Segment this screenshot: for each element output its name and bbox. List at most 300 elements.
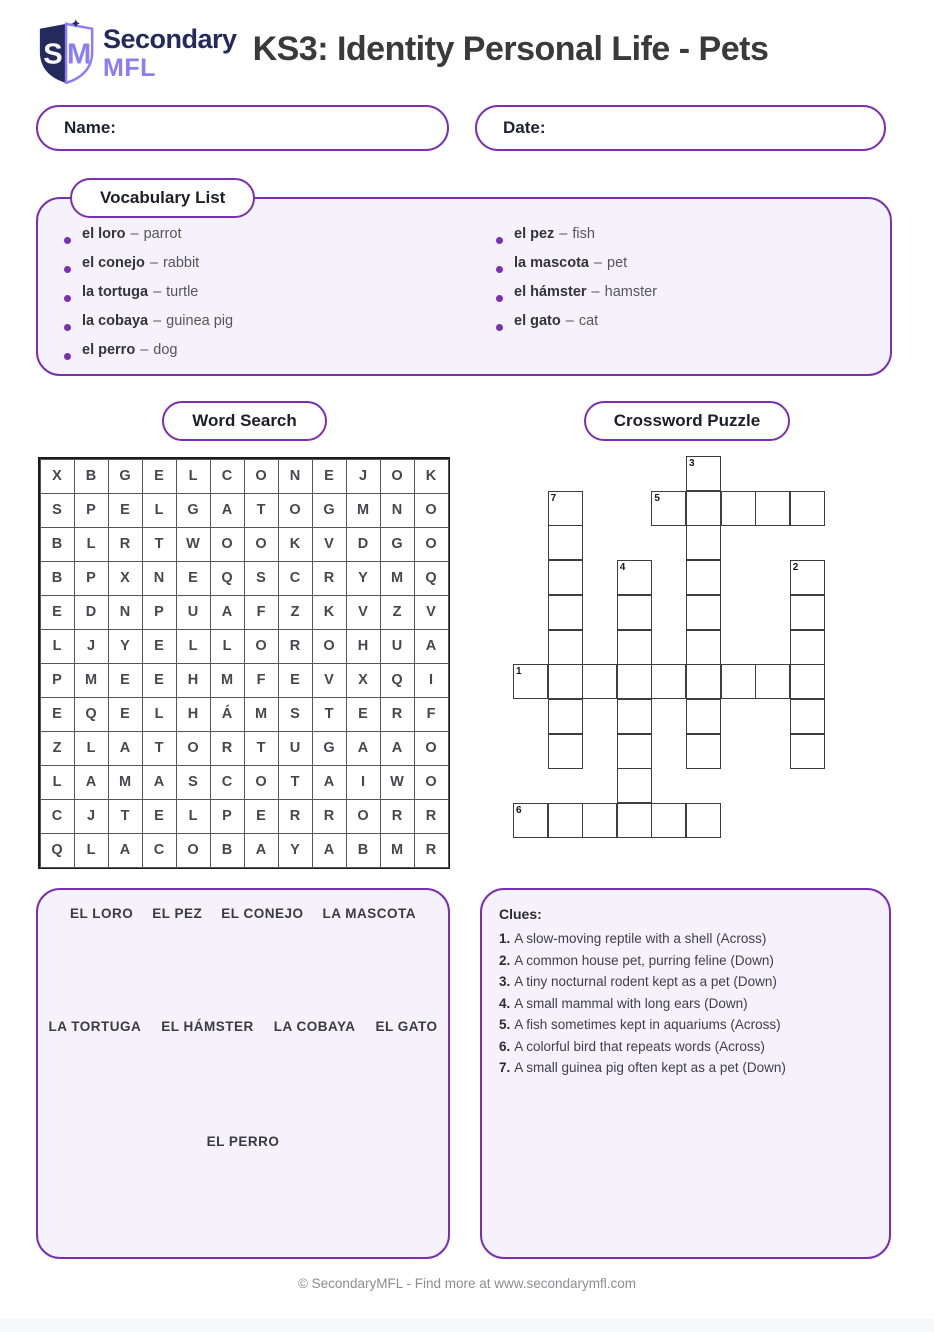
word-bank-item: LA MASCOTA [322, 906, 417, 921]
clue-number: 7. [499, 1060, 511, 1075]
wordsearch-cell: T [278, 765, 313, 800]
wordsearch-cell: Q [414, 561, 449, 596]
word-search-heading: Word Search [162, 401, 327, 441]
wordsearch-cell: U [380, 629, 415, 664]
wordsearch-cell: L [210, 629, 245, 664]
vocabulary-section [36, 188, 892, 376]
wordsearch-cell: H [176, 663, 211, 698]
word-bank-item: EL GATO [375, 1019, 438, 1034]
crossword-cell [790, 630, 825, 665]
vocab-translation: rabbit [162, 255, 200, 271]
wordsearch-cell: U [278, 731, 313, 766]
name-date-row [36, 105, 934, 151]
wordsearch-cell: E [108, 697, 143, 732]
wordsearch-cell: E [142, 799, 177, 834]
wordsearch-cell: E [278, 663, 313, 698]
clue-item [499, 1057, 889, 1079]
wordsearch-cell: R [312, 561, 347, 596]
vocab-separator: – [149, 255, 158, 271]
crossword-cell [548, 699, 583, 734]
wordsearch-cell: V [414, 595, 449, 630]
word-bank-item: EL PEZ [152, 906, 203, 921]
vocabulary-item [496, 226, 657, 255]
wordsearch-cell: A [108, 731, 143, 766]
crossword-cell [548, 560, 583, 595]
clue-item [499, 971, 889, 993]
clues-list [499, 928, 889, 1079]
word-bank-row [38, 906, 448, 921]
wordsearch-cell: R [312, 799, 347, 834]
date-field [475, 105, 886, 151]
wordsearch-cell: M [108, 765, 143, 800]
wordsearch-cell: O [244, 629, 279, 664]
wordsearch-cell: J [346, 459, 381, 494]
wordsearch-cell: R [414, 799, 449, 834]
crossword-cell [651, 491, 686, 526]
crossword-cell [617, 664, 652, 699]
wordsearch-cell: D [74, 595, 109, 630]
wordsearch-cell: I [346, 765, 381, 800]
clue-number: 1. [499, 931, 511, 946]
wordsearch-cell: T [312, 697, 347, 732]
vocabulary-columns [38, 199, 890, 371]
vocab-term: el hámster [514, 284, 587, 300]
wordsearch-cell: P [210, 799, 245, 834]
secondarymfl-logo [36, 18, 237, 84]
crossword-cell [686, 595, 721, 630]
wordsearch-cell: C [210, 765, 245, 800]
wordsearch-cell: V [312, 663, 347, 698]
vocab-translation: pet [607, 255, 628, 271]
vocab-term: la mascota [514, 255, 589, 271]
word-bank-item: EL PERRO [206, 1134, 280, 1149]
wordsearch-cell: L [176, 629, 211, 664]
wordsearch-cell: I [414, 663, 449, 698]
wordsearch-cell: L [74, 527, 109, 562]
crossword-cell [617, 560, 652, 595]
wordsearch-cell: O [278, 493, 313, 528]
crossword-cell [548, 491, 583, 526]
crossword-clue-number: 6 [516, 805, 522, 816]
crossword-cell [548, 630, 583, 665]
clue-item [499, 950, 889, 972]
wordsearch-cell: T [244, 493, 279, 528]
wordsearch-cell: B [40, 561, 75, 596]
wordsearch-cell: A [244, 833, 279, 868]
crossword-cell [755, 491, 790, 526]
word-search-grid [40, 459, 448, 867]
wordsearch-cell: T [108, 799, 143, 834]
wordsearch-cell: G [380, 527, 415, 562]
wordsearch-cell: A [142, 765, 177, 800]
wordsearch-cell: L [142, 493, 177, 528]
logo-letter-s: S [43, 38, 63, 71]
clues-content [482, 890, 889, 1079]
crossword-clue-number: 4 [619, 562, 626, 574]
wordsearch-cell: J [74, 799, 109, 834]
vocab-term: la tortuga [82, 284, 149, 300]
shield-logo-icon [36, 18, 98, 84]
crossword-cell [686, 560, 721, 595]
vocab-translation: turtle [166, 284, 199, 300]
wordsearch-cell: E [142, 629, 177, 664]
wordsearch-cell: C [278, 561, 313, 596]
wordsearch-cell: R [380, 799, 415, 834]
wordsearch-cell: W [380, 765, 415, 800]
wordsearch-cell: M [380, 833, 415, 868]
wordsearch-cell: O [176, 731, 211, 766]
wordsearch-cell: L [74, 833, 109, 868]
crossword-cell [617, 803, 652, 838]
word-bank-row [38, 1019, 448, 1034]
wordsearch-cell: E [108, 663, 143, 698]
wordsearch-cell: O [244, 527, 279, 562]
wordsearch-cell: T [142, 731, 177, 766]
wordsearch-cell: L [142, 697, 177, 732]
crossword-cell [686, 630, 721, 665]
crossword-cell [548, 595, 583, 630]
crossword-clue-number: 2 [792, 562, 799, 574]
wordsearch-cell: O [244, 459, 279, 494]
word-bank-item: EL LORO [69, 906, 134, 921]
clue-text: A tiny nocturnal rodent kept as a pet (Down) [514, 974, 777, 989]
crossword-cell [755, 664, 790, 699]
wordsearch-cell: A [346, 731, 381, 766]
wordsearch-cell: P [74, 561, 109, 596]
wordsearch-cell: M [74, 663, 109, 698]
wordsearch-cell: W [176, 527, 211, 562]
wordsearch-cell: V [346, 595, 381, 630]
footer-credit: © SecondaryMFL - Find more at www.secondarymfl.com [297, 1276, 637, 1291]
vocab-separator: – [565, 313, 574, 329]
wordsearch-cell: L [40, 765, 75, 800]
bullet-icon [496, 324, 503, 331]
wordsearch-cell: G [312, 731, 347, 766]
vocab-term: el gato [514, 313, 561, 329]
wordsearch-cell: B [210, 833, 245, 868]
clue-number: 3. [499, 974, 511, 989]
vocabulary-item [496, 313, 657, 342]
clue-item [499, 928, 889, 950]
crossword-heading-holder [481, 401, 893, 441]
clue-number: 2. [499, 952, 511, 968]
wordsearch-cell: Q [380, 663, 415, 698]
clue-item [499, 1014, 889, 1036]
word-bank-item: EL CONEJO [221, 906, 304, 921]
wordsearch-cell: E [142, 663, 177, 698]
bullet-icon [496, 295, 503, 302]
wordsearch-cell: A [210, 493, 245, 528]
wordsearch-cell: H [346, 629, 381, 664]
vocab-translation: cat [578, 313, 599, 329]
crossword-cell [548, 664, 583, 699]
wordsearch-cell: E [40, 697, 75, 732]
vocab-separator: – [593, 255, 603, 271]
crossword-cell [721, 491, 756, 526]
vocab-translation: dog [153, 342, 178, 358]
wordsearch-cell: G [312, 493, 347, 528]
name-field [36, 105, 449, 151]
wordsearch-cell: Y [346, 561, 381, 596]
vocabulary-column [64, 226, 496, 371]
wordsearch-cell: P [74, 493, 109, 528]
wordsearch-cell: R [414, 833, 449, 868]
wordsearch-cell: X [40, 459, 75, 494]
vocab-translation: fish [572, 226, 595, 242]
crossword-cell [686, 491, 721, 526]
wordsearch-cell: F [244, 595, 279, 630]
clue-item [499, 1036, 889, 1058]
vocab-term: el loro [82, 226, 126, 242]
wordsearch-cell: F [244, 663, 279, 698]
word-bank-item: LA TORTUGA [48, 1019, 142, 1034]
vocab-separator: – [153, 313, 162, 329]
clues-box [480, 888, 891, 1259]
wordsearch-cell: O [414, 731, 449, 766]
wordsearch-cell: Q [210, 561, 245, 596]
wordsearch-cell: E [40, 595, 75, 630]
wordsearch-cell: Y [278, 833, 313, 868]
wordsearch-cell: B [346, 833, 381, 868]
wordsearch-cell: T [142, 527, 177, 562]
wordsearch-cell: O [312, 629, 347, 664]
bullet-icon [64, 324, 71, 331]
wordsearch-cell: M [210, 663, 245, 698]
wordsearch-cell: F [414, 697, 449, 732]
word-search-grid-border [38, 457, 450, 869]
wordsearch-cell: M [244, 697, 279, 732]
wordsearch-cell: K [312, 595, 347, 630]
vocab-separator: – [153, 284, 162, 300]
wordsearch-cell: L [176, 459, 211, 494]
wordsearch-cell: J [74, 629, 109, 664]
name-label: Name: [64, 118, 116, 137]
wordsearch-cell: S [278, 697, 313, 732]
wordsearch-cell: E [346, 697, 381, 732]
wordsearch-cell: Á [210, 697, 245, 732]
wordsearch-cell: Z [40, 731, 75, 766]
date-label: Date: [503, 118, 546, 137]
wordsearch-cell: A [312, 765, 347, 800]
wordsearch-cell: O [244, 765, 279, 800]
vocab-term: el perro [82, 342, 136, 358]
wordsearch-cell: K [414, 459, 449, 494]
crossword-cell [686, 734, 721, 769]
vocabulary-item [496, 284, 657, 313]
wordsearch-cell: L [74, 731, 109, 766]
crossword-cell [686, 456, 721, 491]
crossword-cell [790, 595, 825, 630]
wordsearch-cell: O [380, 459, 415, 494]
crossword-heading: Crossword Puzzle [584, 401, 790, 441]
word-bank-box [36, 888, 450, 1259]
clue-text: A small mammal with long ears (Down) [514, 995, 748, 1011]
wordsearch-cell: Q [40, 833, 75, 868]
crossword-cell [686, 664, 721, 699]
crossword-cell [617, 734, 652, 769]
wordsearch-cell: Z [380, 595, 415, 630]
wordsearch-cell: A [414, 629, 449, 664]
wordsearch-cell: V [312, 527, 347, 562]
crossword-clue-number: 3 [689, 458, 695, 469]
crossword-cell [790, 491, 825, 526]
bottom-row [0, 888, 934, 1259]
wordsearch-cell: X [346, 663, 381, 698]
crossword-cell [513, 664, 548, 699]
wordsearch-cell: O [346, 799, 381, 834]
wordsearch-cell: N [108, 595, 143, 630]
crossword-clue-number: 1 [516, 666, 522, 678]
vocabulary-list-heading: Vocabulary List [70, 178, 255, 218]
clue-item [499, 993, 889, 1015]
vocab-translation: hamster [604, 284, 658, 300]
wordsearch-cell: A [108, 833, 143, 868]
crossword-cell [686, 525, 721, 560]
word-bank-item: EL HÁMSTER [161, 1019, 254, 1034]
vocab-term: la cobaya [82, 313, 149, 329]
vocabulary-item [64, 313, 496, 342]
wordsearch-cell: R [278, 799, 313, 834]
page-title: KS3: Identity Personal Life - Pets [252, 30, 769, 68]
wordsearch-cell: C [40, 799, 75, 834]
crossword-cell [513, 803, 548, 838]
wordsearch-cell: C [142, 833, 177, 868]
header [0, 0, 934, 84]
crossword-cell [582, 803, 617, 838]
word-bank-item: LA COBAYA [273, 1019, 356, 1034]
vocabulary-item [64, 284, 496, 313]
logo-wordmark [103, 26, 237, 81]
logo-text-secondary: Secondary [103, 24, 237, 54]
logo-letter-m: M [67, 38, 92, 71]
crossword-cell [651, 664, 686, 699]
bullet-icon [64, 237, 71, 244]
clue-number: 5. [499, 1017, 511, 1032]
bullet-icon [496, 237, 503, 244]
wordsearch-cell: O [414, 527, 449, 562]
crossword-clue-number: 7 [550, 492, 557, 504]
crossword-cell [790, 664, 825, 699]
wordsearch-cell: R [108, 527, 143, 562]
wordsearch-cell: X [108, 561, 143, 596]
crossword-cell [548, 734, 583, 769]
wordsearch-cell: M [380, 561, 415, 596]
wordsearch-cell: N [278, 459, 313, 494]
clue-text: A colorful bird that repeats words (Across) [514, 1038, 765, 1054]
crossword-cell [617, 595, 652, 630]
wordsearch-cell: S [40, 493, 75, 528]
bottom-texture-strip [0, 1319, 934, 1332]
clue-number: 6. [499, 1038, 511, 1054]
crossword-cell [617, 630, 652, 665]
crossword-cell [651, 803, 686, 838]
crossword-cell [721, 664, 756, 699]
crossword-grid [513, 456, 863, 846]
wordsearch-cell: C [210, 459, 245, 494]
crossword-cell [617, 699, 652, 734]
bullet-icon [64, 353, 71, 360]
bullet-icon [64, 295, 71, 302]
wordsearch-cell: O [210, 527, 245, 562]
sparkle-icon: ✦ [70, 18, 81, 31]
vocab-term: el conejo [82, 255, 145, 271]
vocab-separator: – [130, 226, 139, 242]
crossword-cell [686, 803, 721, 838]
vocabulary-item [64, 226, 496, 255]
vocab-translation: guinea pig [166, 313, 234, 329]
wordsearch-cell: S [244, 561, 279, 596]
wordsearch-cell: K [278, 527, 313, 562]
wordsearch-cell: A [312, 833, 347, 868]
wordsearch-cell: O [414, 765, 449, 800]
crossword-cell [686, 699, 721, 734]
wordsearch-cell: G [108, 459, 143, 494]
wordsearch-cell: Y [108, 629, 143, 664]
wordsearch-cell: R [210, 731, 245, 766]
wordsearch-cell: A [210, 595, 245, 630]
word-search-heading-holder [38, 401, 451, 441]
wordsearch-cell: R [380, 697, 415, 732]
vocab-translation: parrot [143, 226, 182, 242]
puzzles-row [0, 457, 934, 874]
clue-text: A fish sometimes kept in aquariums (Across) [514, 1017, 781, 1032]
wordsearch-cell: Q [74, 697, 109, 732]
wordsearch-cell: U [176, 595, 211, 630]
logo-text-mfl: MFL [103, 54, 156, 82]
crossword-cell [548, 525, 583, 560]
wordsearch-cell: B [74, 459, 109, 494]
bullet-icon [496, 266, 503, 273]
wordsearch-cell: O [176, 833, 211, 868]
wordsearch-cell: E [244, 799, 279, 834]
clues-label: Clues: [499, 906, 542, 922]
wordsearch-cell: A [74, 765, 109, 800]
wordsearch-cell: G [176, 493, 211, 528]
vocab-separator: – [559, 226, 568, 242]
bullet-icon [64, 266, 71, 273]
vocabulary-column [496, 226, 657, 371]
vocab-separator: – [140, 342, 149, 358]
wordsearch-cell: N [142, 561, 177, 596]
wordsearch-cell: D [346, 527, 381, 562]
crossword-cell [582, 664, 617, 699]
wordsearch-cell: O [414, 493, 449, 528]
wordsearch-cell: H [176, 697, 211, 732]
wordsearch-cell: P [40, 663, 75, 698]
clue-text: A small guinea pig often kept as a pet (Down) [514, 1060, 786, 1075]
crossword-cell [548, 803, 583, 838]
wordsearch-cell: S [176, 765, 211, 800]
wordsearch-cell: Z [278, 595, 313, 630]
wordsearch-cell: A [380, 731, 415, 766]
wordsearch-cell: L [40, 629, 75, 664]
vocabulary-item [496, 255, 657, 284]
wordsearch-cell: R [278, 629, 313, 664]
wordsearch-cell: E [108, 493, 143, 528]
clue-text: A slow-moving reptile with a shell (Across) [514, 931, 767, 946]
crossword-cell [790, 560, 825, 595]
crossword-cell [790, 699, 825, 734]
wordsearch-cell: L [176, 799, 211, 834]
puzzle-headings-row [0, 401, 934, 441]
wordsearch-cell: E [176, 561, 211, 596]
crossword-cell [617, 768, 652, 803]
wordsearch-cell: M [346, 493, 381, 528]
wordsearch-cell: P [142, 595, 177, 630]
vocabulary-item [64, 342, 496, 371]
word-bank-row [38, 1134, 448, 1149]
vocab-separator: – [591, 284, 600, 300]
